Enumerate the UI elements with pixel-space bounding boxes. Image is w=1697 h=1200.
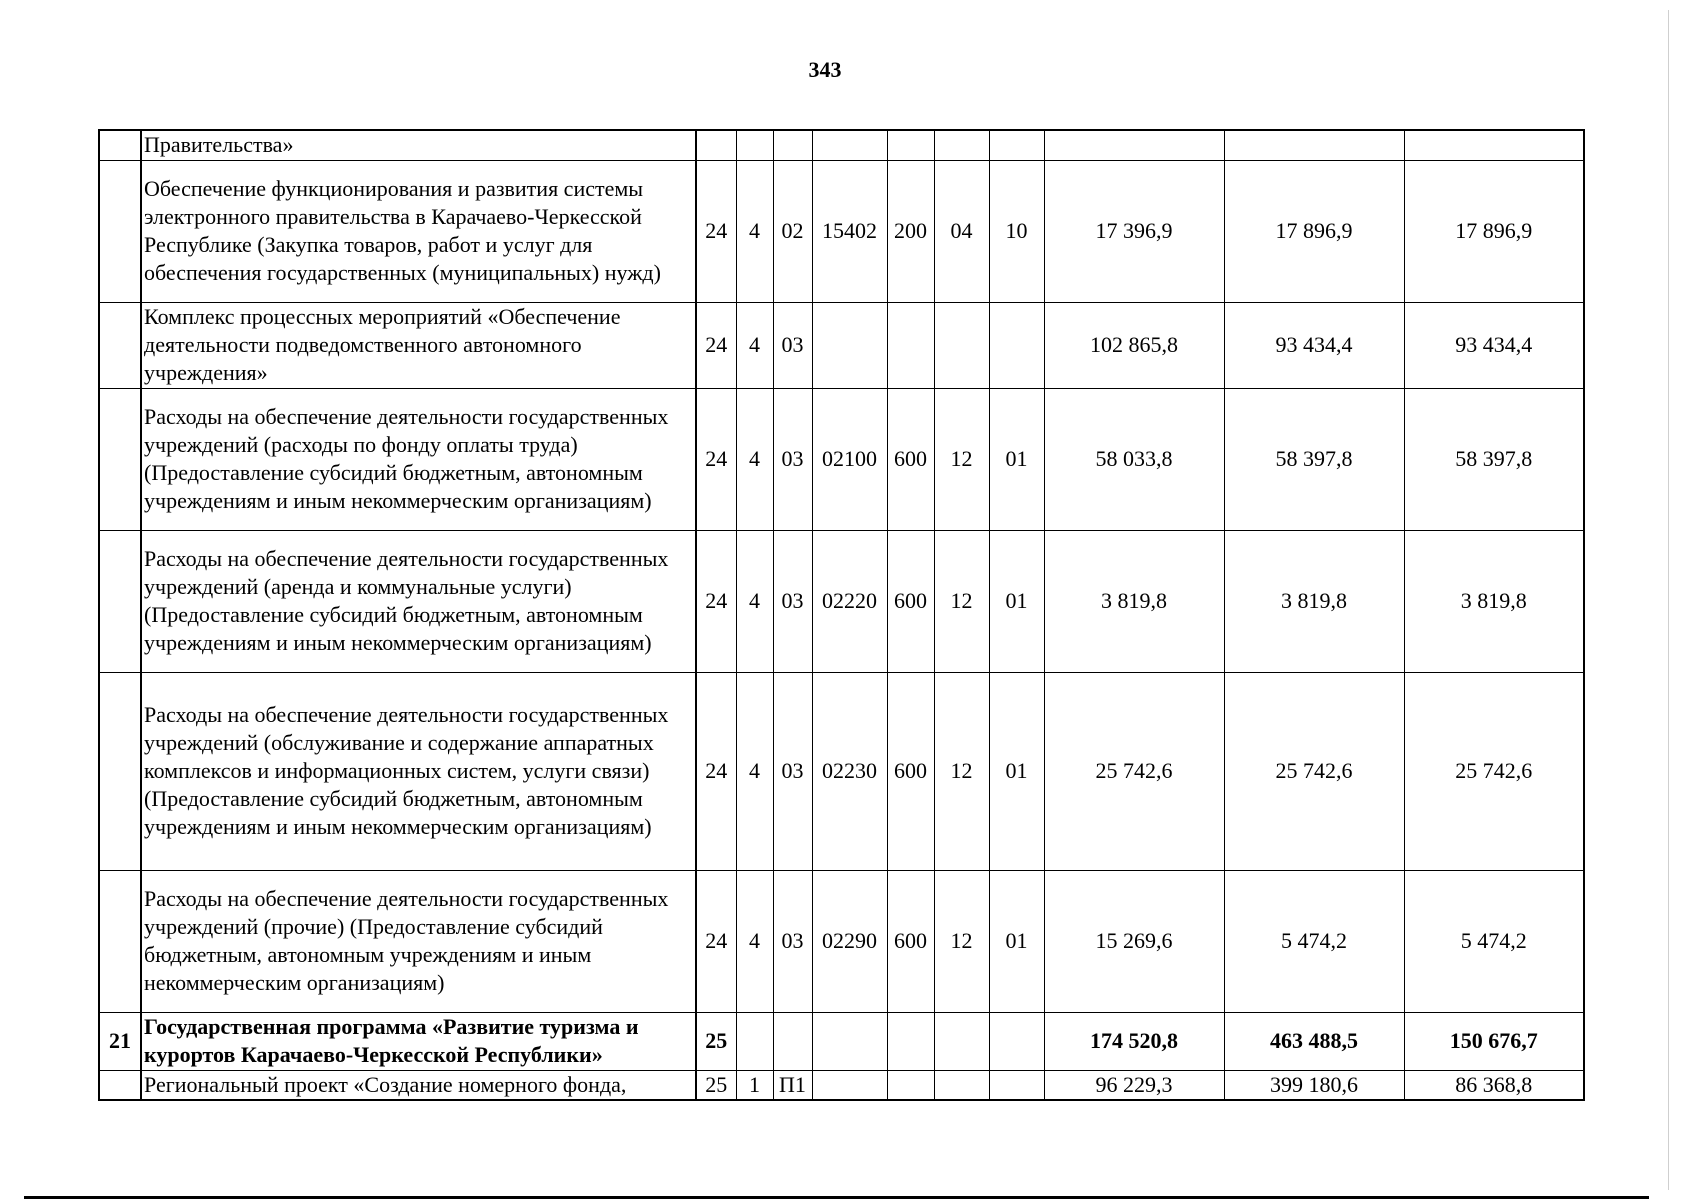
table-row	[99, 388, 1584, 530]
code-cell	[934, 1012, 989, 1070]
code-cell: 1	[736, 1070, 773, 1100]
code-cell: 24	[696, 870, 736, 1012]
row-number	[99, 302, 141, 388]
table-row	[99, 870, 1584, 1012]
amount-cell: 58 033,8	[1044, 388, 1224, 530]
row-description: Расходы на обеспечение деятельности государственных учреждений (обслуживание и содержание аппаратных комплексов и информационных систем, услуги связи) (Предоставление субсидий бюджетным, автономным учреждениям и иным некоммерческим организациям)	[141, 672, 696, 870]
code-cell: 4	[736, 530, 773, 672]
code-cell	[989, 1070, 1044, 1100]
code-cell: 24	[696, 388, 736, 530]
code-cell: 10	[989, 160, 1044, 302]
amount-cell: 463 488,5	[1224, 1012, 1404, 1070]
table-row	[99, 530, 1584, 672]
row-description: Расходы на обеспечение деятельности государственных учреждений (расходы по фонду оплаты труда) (Предоставление субсидий бюджетным, автономным учреждениям и иным некоммерческим организациям)	[141, 388, 696, 530]
code-cell	[989, 130, 1044, 160]
code-cell: П1	[773, 1070, 812, 1100]
amount-cell: 25 742,6	[1224, 672, 1404, 870]
code-cell	[887, 302, 934, 388]
amount-cell: 3 819,8	[1224, 530, 1404, 672]
row-description: Правительства»	[141, 130, 696, 160]
code-cell: 02	[773, 160, 812, 302]
code-cell: 200	[887, 160, 934, 302]
table-body	[99, 130, 1584, 1100]
code-cell: 24	[696, 672, 736, 870]
amount-cell: 399 180,6	[1224, 1070, 1404, 1100]
code-cell: 01	[989, 530, 1044, 672]
code-cell: 4	[736, 672, 773, 870]
code-cell	[887, 1012, 934, 1070]
code-cell: 4	[736, 870, 773, 1012]
code-cell	[812, 1070, 887, 1100]
budget-table	[98, 129, 1585, 1101]
code-cell: 600	[887, 870, 934, 1012]
code-cell	[773, 130, 812, 160]
code-cell	[887, 130, 934, 160]
amount-cell: 3 819,8	[1044, 530, 1224, 672]
row-description: Региональный проект «Создание номерного фонда,	[141, 1070, 696, 1100]
amount-cell: 5 474,2	[1404, 870, 1584, 1012]
row-description: Комплекс процессных мероприятий «Обеспечение деятельности подведомственного автономного учреждения»	[141, 302, 696, 388]
code-cell: 03	[773, 530, 812, 672]
code-cell: 03	[773, 388, 812, 530]
amount-cell: 25 742,6	[1044, 672, 1224, 870]
amount-cell: 102 865,8	[1044, 302, 1224, 388]
amount-cell	[1404, 130, 1584, 160]
code-cell: 02220	[812, 530, 887, 672]
code-cell: 01	[989, 388, 1044, 530]
code-cell: 24	[696, 530, 736, 672]
code-cell	[696, 130, 736, 160]
code-cell: 15402	[812, 160, 887, 302]
code-cell: 24	[696, 160, 736, 302]
table-row	[99, 1012, 1584, 1070]
code-cell	[812, 302, 887, 388]
code-cell	[934, 130, 989, 160]
row-description: Обеспечение функционирования и развития системы электронного правительства в Карачаево-Черкесской Республике (Закупка товаров, работ и услуг для обеспечения государственных (муниципальных) нужд)	[141, 160, 696, 302]
code-cell: 25	[696, 1012, 736, 1070]
row-number	[99, 130, 141, 160]
amount-cell	[1044, 130, 1224, 160]
amount-cell: 15 269,6	[1044, 870, 1224, 1012]
code-cell: 12	[934, 388, 989, 530]
row-number	[99, 870, 141, 1012]
code-cell	[812, 130, 887, 160]
amount-cell: 86 368,8	[1404, 1070, 1584, 1100]
code-cell	[887, 1070, 934, 1100]
code-cell	[736, 1012, 773, 1070]
row-number	[99, 388, 141, 530]
code-cell: 600	[887, 388, 934, 530]
code-cell	[736, 130, 773, 160]
amount-cell: 17 896,9	[1404, 160, 1584, 302]
table-row	[99, 302, 1584, 388]
code-cell	[934, 302, 989, 388]
amount-cell: 93 434,4	[1404, 302, 1584, 388]
row-number: 21	[99, 1012, 141, 1070]
amount-cell: 17 396,9	[1044, 160, 1224, 302]
code-cell: 02290	[812, 870, 887, 1012]
scan-edge-line	[1668, 10, 1669, 1190]
amount-cell: 96 229,3	[1044, 1070, 1224, 1100]
table-row	[99, 672, 1584, 870]
row-number	[99, 672, 141, 870]
amount-cell: 5 474,2	[1224, 870, 1404, 1012]
amount-cell: 25 742,6	[1404, 672, 1584, 870]
code-cell: 25	[696, 1070, 736, 1100]
code-cell	[989, 302, 1044, 388]
table-row	[99, 130, 1584, 160]
code-cell: 24	[696, 302, 736, 388]
table-row	[99, 160, 1584, 302]
bottom-rule	[24, 1196, 1649, 1199]
code-cell: 12	[934, 530, 989, 672]
code-cell: 4	[736, 388, 773, 530]
amount-cell: 17 896,9	[1224, 160, 1404, 302]
row-description: Расходы на обеспечение деятельности государственных учреждений (аренда и коммунальные услуги) (Предоставление субсидий бюджетным, автономным учреждениям и иным некоммерческим организациям)	[141, 530, 696, 672]
code-cell	[989, 1012, 1044, 1070]
row-description: Государственная программа «Развитие туризма и курортов Карачаево-Черкесской Республики»	[141, 1012, 696, 1070]
code-cell: 4	[736, 302, 773, 388]
row-number	[99, 1070, 141, 1100]
code-cell: 4	[736, 160, 773, 302]
code-cell: 12	[934, 870, 989, 1012]
row-description: Расходы на обеспечение деятельности государственных учреждений (прочие) (Предоставление субсидий бюджетным, автономным учреждениям и иным некоммерческим организациям)	[141, 870, 696, 1012]
amount-cell: 174 520,8	[1044, 1012, 1224, 1070]
row-number	[99, 530, 141, 672]
code-cell: 02100	[812, 388, 887, 530]
amount-cell: 58 397,8	[1404, 388, 1584, 530]
row-number	[99, 160, 141, 302]
code-cell: 12	[934, 672, 989, 870]
code-cell: 03	[773, 672, 812, 870]
code-cell: 01	[989, 672, 1044, 870]
amount-cell: 150 676,7	[1404, 1012, 1584, 1070]
table-row	[99, 1070, 1584, 1100]
code-cell: 02230	[812, 672, 887, 870]
code-cell: 03	[773, 870, 812, 1012]
amount-cell: 93 434,4	[1224, 302, 1404, 388]
code-cell	[934, 1070, 989, 1100]
amount-cell: 58 397,8	[1224, 388, 1404, 530]
amount-cell	[1224, 130, 1404, 160]
code-cell: 600	[887, 530, 934, 672]
code-cell: 04	[934, 160, 989, 302]
page-number: 343	[808, 57, 842, 82]
code-cell: 01	[989, 870, 1044, 1012]
code-cell	[812, 1012, 887, 1070]
code-cell	[773, 1012, 812, 1070]
amount-cell: 3 819,8	[1404, 530, 1584, 672]
code-cell: 600	[887, 672, 934, 870]
code-cell: 03	[773, 302, 812, 388]
